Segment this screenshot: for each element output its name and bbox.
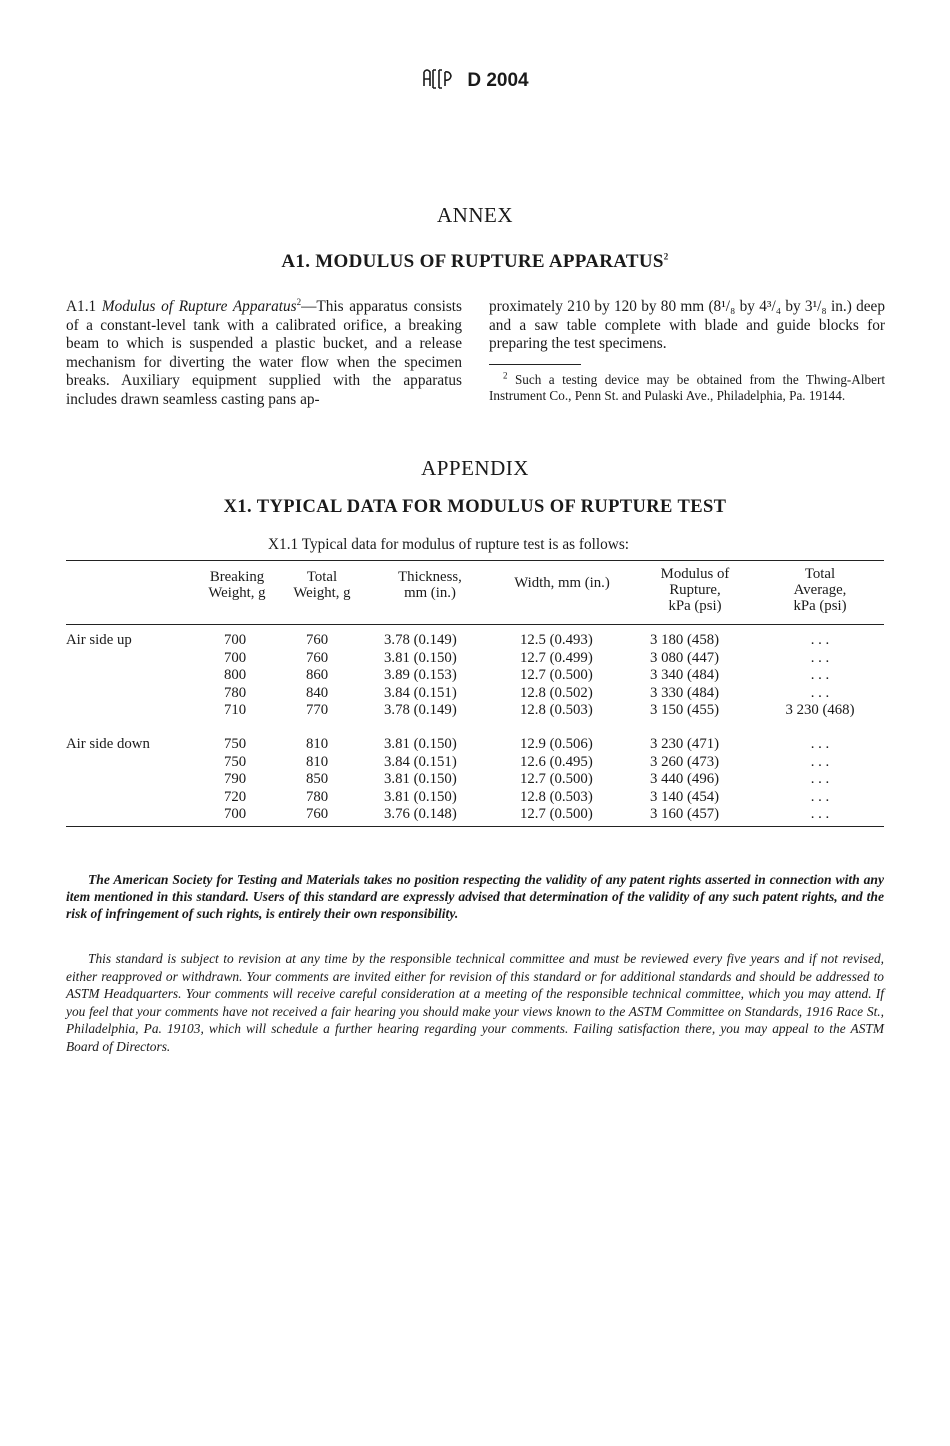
appendix-heading: APPENDIX — [421, 456, 529, 480]
annex-section-title: A1. MODULUS OF RUPTURE APPARATUS$^2$ — [281, 251, 669, 272]
header-total-average: Total Average, kPa (psi) — [793, 566, 847, 614]
header-total-weight: Total Weight, g — [293, 569, 351, 601]
annex-heading: ANNEX — [437, 203, 513, 227]
group-label-air-side-up: Air side up — [66, 632, 132, 648]
column-average — [764, 632, 876, 720]
average-cell: . . . — [810, 632, 830, 648]
column-average — [764, 736, 876, 824]
para-italic: Modulus of Rupture Apparatus — [101, 298, 297, 315]
column-total-weight: 810 810 850 780 760 — [306, 736, 329, 823]
footnote-divider — [489, 364, 581, 365]
annex-paragraph-continued — [489, 298, 885, 404]
column-total-weight: 760 760 860 840 770 — [306, 632, 329, 719]
average-cell: . . . — [810, 806, 830, 823]
table-header-rule — [66, 624, 884, 625]
column-modulus: 3 180 (458) 3 080 (447) 3 340 (484) 3 330 (484) 3 150 (455) — [650, 632, 720, 719]
average-cell: . . . — [810, 736, 830, 752]
footnote: $^2$ Such a testing device may be obtained from the Thwing-Albert Instrument Co., Penn St. and Pulaski Ave., Philadelphia, Pa. 19144. — [489, 370, 885, 403]
average-cell: . . . — [810, 771, 830, 788]
column-thickness: 3.81 (0.150) 3.84 (0.151) 3.81 (0.150) 3.81 (0.150) 3.76 (0.148) — [384, 736, 457, 823]
average-cell: 3 230 (468) — [785, 702, 855, 719]
designation: D 2004 — [467, 70, 529, 92]
patent-notice: The American Society for Testing and Materials takes no position respecting the validity of any patent rights asserted in connection with any item mentioned in this standard. Users of this standard are expressly advised that determination of the validity of any such patent rights, and the risk of infringement of such rights, is entirely their own responsibility. — [66, 872, 884, 921]
annex-paragraph: A1.1 Modulus of Rupture Apparatus$^2$—This apparatus consists of a constant-level tank with a calibrated orifice, a breaking beam to which is suspended a plastic bucket, and a release mechanism for diverting the water flow when the specimen breaks. Auxiliary equipment supplied with the apparatus includes drawn seamless casting pans ap- — [66, 296, 463, 408]
header-breaking-weight: Breaking Weight, g — [208, 569, 266, 601]
average-cell: . . . — [810, 684, 830, 701]
table-bottom-rule — [66, 826, 884, 827]
para-number: A1.1 — [66, 298, 97, 315]
group-label-air-side-down: Air side down — [66, 736, 150, 752]
header-width: Width, mm (in.) — [514, 575, 610, 591]
average-cell: . . . — [810, 788, 830, 805]
column-thickness: 3.78 (0.149) 3.81 (0.150) 3.89 (0.153) 3.84 (0.151) 3.78 (0.149) — [384, 632, 457, 719]
column-breaking: 700 700 800 780 710 — [224, 632, 247, 719]
astm-logo-icon — [421, 66, 455, 96]
average-cell: . . . — [810, 667, 830, 684]
average-cell: . . . — [810, 753, 830, 770]
average-cell: . . . — [810, 649, 830, 666]
header-thickness: Thickness, mm (in.) — [398, 569, 462, 601]
table-intro: X1.1 Typical data for modulus of rupture test is as follows: — [268, 536, 630, 553]
appendix-section-title: X1. TYPICAL DATA FOR MODULUS OF RUPTURE TEST — [223, 497, 727, 517]
column-modulus: 3 230 (471) 3 260 (473) 3 440 (496) 3 140 (454) 3 160 (457) — [650, 736, 720, 823]
header-modulus: Modulus of Rupture, kPa (psi) — [660, 566, 730, 614]
column-breaking: 750 750 790 720 700 — [224, 736, 247, 823]
column-width: 12.9 (0.506) 12.6 (0.495) 12.7 (0.500) 12.8 (0.503) 12.7 (0.500) — [520, 736, 593, 823]
page-header — [0, 66, 950, 96]
revision-notice: This standard is subject to revision at any time by the responsible technical committee and must be reviewed every five years and if not revised, either reapproved or withdrawn. Your comments are invited either for revision of this standard or for additional standards and should be addressed to ASTM Headquarters. Your comments will receive careful consideration at a meeting of the responsible technical committee, which you may attend. If you feel that your comments have not received a fair hearing you should make your views known to the ASTM Committee on Standards, 1916 Race St., Philadelphia, Pa. 19103, which will schedule a further hearing regarding your comments. Failing satisfaction there, you may appeal to the ASTM Board of Directors. — [66, 951, 884, 1054]
table-top-rule — [66, 560, 884, 561]
column-width: 12.5 (0.493) 12.7 (0.499) 12.7 (0.500) 12.8 (0.502) 12.8 (0.503) — [520, 632, 593, 719]
para-body-right: proximately 210 by 120 by 80 mm (8¹/₈ by 4³/₄ by 3¹/₈ in.) deep and a saw table complete with blade and guide blocks for preparing the test specimens. — [489, 298, 885, 353]
para-body-left: —This apparatus consists of a constant-level tank with a calibrated orifice, a breaking beam to which is suspended a plastic bucket, and a release mechanism for diverting the water flow when the specimen breaks. Auxiliary equipment supplied with the apparatus includes drawn seamless casting pans ap- — [66, 298, 463, 408]
